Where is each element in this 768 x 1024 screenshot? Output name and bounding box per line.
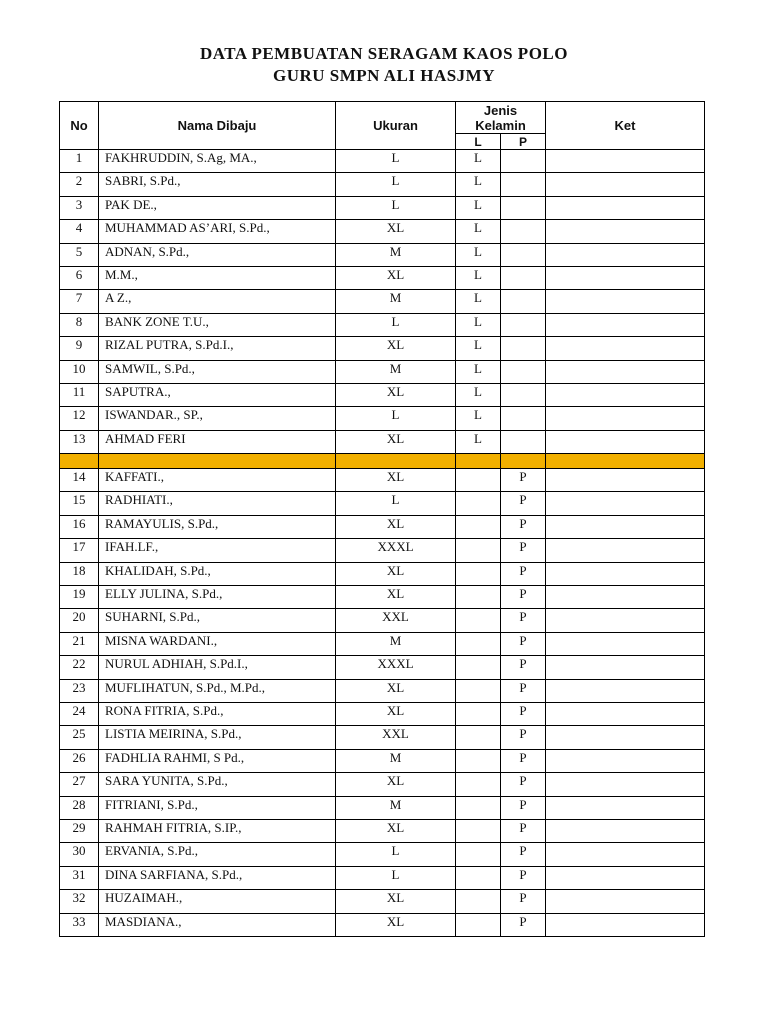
table-row bbox=[60, 383, 705, 406]
header-jk-p: P bbox=[501, 134, 546, 150]
table-row bbox=[60, 586, 705, 609]
row-gender-l: L bbox=[456, 243, 501, 266]
row-name: A Z., bbox=[99, 290, 336, 313]
header-no: No bbox=[60, 102, 99, 150]
table-row bbox=[60, 749, 705, 772]
table-row bbox=[60, 196, 705, 219]
document-title: DATA PEMBUATAN SERAGAM KAOS POLO bbox=[200, 44, 568, 63]
row-gender-p: P bbox=[501, 586, 546, 609]
row-size: L bbox=[336, 407, 456, 430]
row-name: SABRI, S.Pd., bbox=[99, 173, 336, 196]
row-name: SARA YUNITA, S.Pd., bbox=[99, 773, 336, 796]
row-gender-p: P bbox=[501, 773, 546, 796]
row-name: FAKHRUDDIN, S.Ag, MA., bbox=[99, 150, 336, 173]
table-row bbox=[60, 632, 705, 655]
row-number: 13 bbox=[60, 430, 99, 453]
row-number: 9 bbox=[60, 337, 99, 360]
row-note bbox=[546, 866, 705, 889]
row-number: 21 bbox=[60, 632, 99, 655]
table-separator bbox=[60, 454, 705, 469]
row-size: XL bbox=[336, 819, 456, 842]
row-note bbox=[546, 726, 705, 749]
row-note bbox=[546, 173, 705, 196]
table-row bbox=[60, 430, 705, 453]
header-jenis-kelamin: Jenis Kelamin bbox=[456, 102, 546, 134]
row-gender-l: L bbox=[456, 196, 501, 219]
separator-row bbox=[60, 454, 705, 469]
table-row bbox=[60, 539, 705, 562]
row-gender-l bbox=[456, 562, 501, 585]
row-number: 24 bbox=[60, 702, 99, 725]
table-row bbox=[60, 243, 705, 266]
row-gender-l: L bbox=[456, 360, 501, 383]
row-gender-l bbox=[456, 515, 501, 538]
row-name: BANK ZONE T.U., bbox=[99, 313, 336, 336]
row-gender-l bbox=[456, 749, 501, 772]
row-gender-l: L bbox=[456, 313, 501, 336]
table-row bbox=[60, 843, 705, 866]
row-name: RONA FITRIA, S.Pd., bbox=[99, 702, 336, 725]
row-name: SAMWIL, S.Pd., bbox=[99, 360, 336, 383]
row-name: KHALIDAH, S.Pd., bbox=[99, 562, 336, 585]
row-name: RAHMAH FITRIA, S.IP., bbox=[99, 819, 336, 842]
row-number: 1 bbox=[60, 150, 99, 173]
row-name: KAFFATI., bbox=[99, 469, 336, 492]
row-note bbox=[546, 430, 705, 453]
table-row bbox=[60, 890, 705, 913]
table-row bbox=[60, 407, 705, 430]
row-number: 19 bbox=[60, 586, 99, 609]
row-note bbox=[546, 360, 705, 383]
row-note bbox=[546, 656, 705, 679]
row-name: ISWANDAR., SP., bbox=[99, 407, 336, 430]
table-row bbox=[60, 492, 705, 515]
table-row bbox=[60, 515, 705, 538]
row-name: DINA SARFIANA, S.Pd., bbox=[99, 866, 336, 889]
row-name: M.M., bbox=[99, 266, 336, 289]
row-number: 28 bbox=[60, 796, 99, 819]
row-note bbox=[546, 407, 705, 430]
row-note bbox=[546, 702, 705, 725]
row-gender-l bbox=[456, 586, 501, 609]
row-gender-p bbox=[501, 150, 546, 173]
table-row bbox=[60, 266, 705, 289]
row-gender-p: P bbox=[501, 866, 546, 889]
row-gender-l bbox=[456, 913, 501, 936]
table-row bbox=[60, 313, 705, 336]
row-gender-p bbox=[501, 266, 546, 289]
row-gender-l bbox=[456, 679, 501, 702]
row-name: FADHLIA RAHMI, S Pd., bbox=[99, 749, 336, 772]
row-gender-l: L bbox=[456, 173, 501, 196]
row-note bbox=[546, 773, 705, 796]
row-note bbox=[546, 469, 705, 492]
row-note bbox=[546, 586, 705, 609]
row-name: LISTIA MEIRINA, S.Pd., bbox=[99, 726, 336, 749]
row-size: XL bbox=[336, 890, 456, 913]
document-subtitle: GURU SMPN ALI HASJMY bbox=[272, 66, 496, 85]
row-note bbox=[546, 266, 705, 289]
row-note bbox=[546, 632, 705, 655]
row-name: RIZAL PUTRA, S.Pd.I., bbox=[99, 337, 336, 360]
row-gender-l bbox=[456, 773, 501, 796]
row-size: M bbox=[336, 632, 456, 655]
row-size: XL bbox=[336, 337, 456, 360]
row-size: XL bbox=[336, 562, 456, 585]
row-gender-l bbox=[456, 819, 501, 842]
table-row bbox=[60, 679, 705, 702]
row-name: AHMAD FERI bbox=[99, 430, 336, 453]
row-gender-l bbox=[456, 469, 501, 492]
row-note bbox=[546, 243, 705, 266]
table-body-male bbox=[60, 150, 705, 454]
row-gender-l bbox=[456, 890, 501, 913]
row-number: 11 bbox=[60, 383, 99, 406]
row-size: XL bbox=[336, 430, 456, 453]
row-size: L bbox=[336, 173, 456, 196]
row-gender-l: L bbox=[456, 337, 501, 360]
row-gender-l bbox=[456, 866, 501, 889]
row-gender-l: L bbox=[456, 407, 501, 430]
row-note bbox=[546, 609, 705, 632]
row-name: MUHAMMAD AS’ARI, S.Pd., bbox=[99, 220, 336, 243]
row-name: NURUL ADHIAH, S.Pd.I., bbox=[99, 656, 336, 679]
row-size: XXL bbox=[336, 609, 456, 632]
row-gender-l bbox=[456, 632, 501, 655]
row-note bbox=[546, 150, 705, 173]
row-name: RADHIATI., bbox=[99, 492, 336, 515]
row-note bbox=[546, 843, 705, 866]
row-note bbox=[546, 796, 705, 819]
row-size: XL bbox=[336, 383, 456, 406]
row-gender-p: P bbox=[501, 492, 546, 515]
row-note bbox=[546, 679, 705, 702]
row-name: SUHARNI, S.Pd., bbox=[99, 609, 336, 632]
row-size: XL bbox=[336, 702, 456, 725]
row-note bbox=[546, 749, 705, 772]
row-note bbox=[546, 290, 705, 313]
row-number: 26 bbox=[60, 749, 99, 772]
row-number: 10 bbox=[60, 360, 99, 383]
table-row bbox=[60, 656, 705, 679]
row-gender-p bbox=[501, 383, 546, 406]
row-name: MISNA WARDANI., bbox=[99, 632, 336, 655]
row-size: XXXL bbox=[336, 656, 456, 679]
row-gender-p bbox=[501, 173, 546, 196]
row-note bbox=[546, 492, 705, 515]
table-row bbox=[60, 796, 705, 819]
row-number: 17 bbox=[60, 539, 99, 562]
row-note bbox=[546, 562, 705, 585]
row-number: 4 bbox=[60, 220, 99, 243]
row-note bbox=[546, 196, 705, 219]
row-gender-p bbox=[501, 407, 546, 430]
row-number: 12 bbox=[60, 407, 99, 430]
row-gender-p: P bbox=[501, 749, 546, 772]
row-name: SAPUTRA., bbox=[99, 383, 336, 406]
row-gender-l bbox=[456, 796, 501, 819]
row-number: 18 bbox=[60, 562, 99, 585]
row-gender-p bbox=[501, 430, 546, 453]
row-number: 3 bbox=[60, 196, 99, 219]
row-name: MASDIANA., bbox=[99, 913, 336, 936]
header-nama-dibaju: Nama Dibaju bbox=[99, 102, 336, 150]
row-gender-p: P bbox=[501, 515, 546, 538]
row-gender-l: L bbox=[456, 430, 501, 453]
row-gender-p bbox=[501, 360, 546, 383]
row-name: IFAH.LF., bbox=[99, 539, 336, 562]
row-name: RAMAYULIS, S.Pd., bbox=[99, 515, 336, 538]
row-gender-p: P bbox=[501, 702, 546, 725]
table-row bbox=[60, 469, 705, 492]
table-row bbox=[60, 337, 705, 360]
row-name: HUZAIMAH., bbox=[99, 890, 336, 913]
row-gender-p bbox=[501, 313, 546, 336]
row-size: M bbox=[336, 290, 456, 313]
row-gender-l bbox=[456, 843, 501, 866]
row-name: PAK DE., bbox=[99, 196, 336, 219]
row-name: FITRIANI, S.Pd., bbox=[99, 796, 336, 819]
row-number: 7 bbox=[60, 290, 99, 313]
row-size: M bbox=[336, 796, 456, 819]
row-note bbox=[546, 913, 705, 936]
row-name: ADNAN, S.Pd., bbox=[99, 243, 336, 266]
row-gender-l bbox=[456, 656, 501, 679]
row-name: ELLY JULINA, S.Pd., bbox=[99, 586, 336, 609]
table-row bbox=[60, 562, 705, 585]
row-size: M bbox=[336, 749, 456, 772]
row-gender-p: P bbox=[501, 726, 546, 749]
table-row bbox=[60, 173, 705, 196]
row-gender-l: L bbox=[456, 150, 501, 173]
row-number: 33 bbox=[60, 913, 99, 936]
row-gender-p bbox=[501, 243, 546, 266]
row-gender-p bbox=[501, 220, 546, 243]
table-row bbox=[60, 913, 705, 936]
row-note bbox=[546, 383, 705, 406]
row-size: XL bbox=[336, 515, 456, 538]
row-gender-p: P bbox=[501, 819, 546, 842]
row-size: L bbox=[336, 492, 456, 515]
row-gender-p: P bbox=[501, 679, 546, 702]
row-number: 27 bbox=[60, 773, 99, 796]
row-gender-l: L bbox=[456, 220, 501, 243]
row-gender-p bbox=[501, 196, 546, 219]
row-note bbox=[546, 313, 705, 336]
row-name: MUFLIHATUN, S.Pd., M.Pd., bbox=[99, 679, 336, 702]
row-gender-p: P bbox=[501, 562, 546, 585]
row-size: XL bbox=[336, 266, 456, 289]
row-note bbox=[546, 220, 705, 243]
row-number: 25 bbox=[60, 726, 99, 749]
row-note bbox=[546, 515, 705, 538]
row-gender-p: P bbox=[501, 539, 546, 562]
row-gender-p: P bbox=[501, 913, 546, 936]
header-ukuran: Ukuran bbox=[336, 102, 456, 150]
row-number: 20 bbox=[60, 609, 99, 632]
table-header-row bbox=[60, 102, 705, 134]
row-gender-p bbox=[501, 337, 546, 360]
row-number: 15 bbox=[60, 492, 99, 515]
row-size: M bbox=[336, 243, 456, 266]
table-row bbox=[60, 609, 705, 632]
row-size: L bbox=[336, 843, 456, 866]
header-jk-l: L bbox=[456, 134, 501, 150]
header-ket: Ket bbox=[546, 102, 705, 150]
row-size: XXXL bbox=[336, 539, 456, 562]
row-gender-l bbox=[456, 539, 501, 562]
row-gender-p: P bbox=[501, 609, 546, 632]
table-row bbox=[60, 866, 705, 889]
table-row bbox=[60, 150, 705, 173]
row-gender-p: P bbox=[501, 632, 546, 655]
row-number: 29 bbox=[60, 819, 99, 842]
uniform-data-table bbox=[59, 101, 705, 937]
row-size: L bbox=[336, 150, 456, 173]
row-number: 30 bbox=[60, 843, 99, 866]
row-name: ERVANIA, S.Pd., bbox=[99, 843, 336, 866]
row-size: L bbox=[336, 313, 456, 336]
row-number: 6 bbox=[60, 266, 99, 289]
row-gender-p: P bbox=[501, 656, 546, 679]
row-size: XL bbox=[336, 586, 456, 609]
row-gender-l: L bbox=[456, 383, 501, 406]
row-note bbox=[546, 539, 705, 562]
row-gender-l bbox=[456, 609, 501, 632]
row-number: 31 bbox=[60, 866, 99, 889]
table-row bbox=[60, 290, 705, 313]
table-row bbox=[60, 220, 705, 243]
row-gender-l: L bbox=[456, 290, 501, 313]
row-number: 22 bbox=[60, 656, 99, 679]
row-size: L bbox=[336, 866, 456, 889]
row-gender-l bbox=[456, 492, 501, 515]
row-size: XL bbox=[336, 679, 456, 702]
row-note bbox=[546, 819, 705, 842]
row-number: 2 bbox=[60, 173, 99, 196]
row-note bbox=[546, 337, 705, 360]
table-row bbox=[60, 773, 705, 796]
table-row bbox=[60, 726, 705, 749]
row-number: 23 bbox=[60, 679, 99, 702]
row-number: 16 bbox=[60, 515, 99, 538]
row-gender-l bbox=[456, 726, 501, 749]
table-row bbox=[60, 702, 705, 725]
row-size: M bbox=[336, 360, 456, 383]
table-row bbox=[60, 360, 705, 383]
row-gender-p: P bbox=[501, 890, 546, 913]
table-row bbox=[60, 819, 705, 842]
row-size: XL bbox=[336, 220, 456, 243]
row-gender-l bbox=[456, 702, 501, 725]
row-gender-p: P bbox=[501, 469, 546, 492]
row-size: XXL bbox=[336, 726, 456, 749]
row-number: 32 bbox=[60, 890, 99, 913]
row-gender-l: L bbox=[456, 266, 501, 289]
row-number: 5 bbox=[60, 243, 99, 266]
row-number: 8 bbox=[60, 313, 99, 336]
row-size: XL bbox=[336, 773, 456, 796]
row-size: XL bbox=[336, 469, 456, 492]
row-number: 14 bbox=[60, 469, 99, 492]
table-body-female bbox=[60, 469, 705, 937]
row-gender-p bbox=[501, 290, 546, 313]
row-size: XL bbox=[336, 913, 456, 936]
row-note bbox=[546, 890, 705, 913]
row-gender-p: P bbox=[501, 843, 546, 866]
row-size: L bbox=[336, 196, 456, 219]
row-gender-p: P bbox=[501, 796, 546, 819]
